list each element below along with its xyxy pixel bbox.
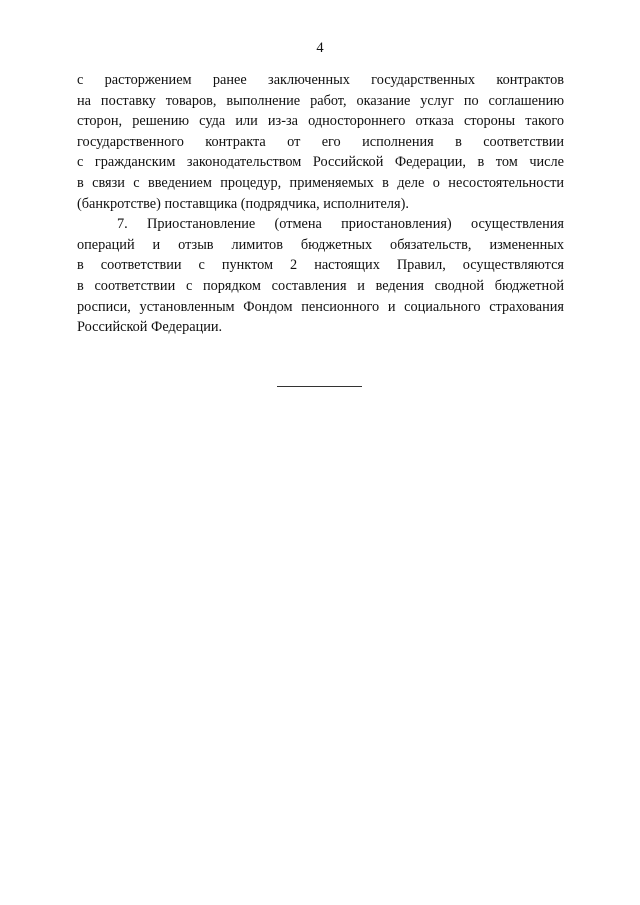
text-line: росписи, установленным Фондом пенсионного и социального страхования bbox=[77, 298, 564, 315]
end-of-document-rule bbox=[277, 386, 362, 387]
page-number: 4 bbox=[316, 40, 324, 56]
text-line: в соответствии с порядком составления и ведения сводной бюджетной bbox=[77, 277, 564, 294]
text-line: (банкротстве) поставщика (подрядчика, исполнителя). bbox=[77, 195, 409, 212]
text-line: Российской Федерации. bbox=[77, 319, 223, 336]
paragraph-continuation bbox=[77, 70, 564, 214]
text-line: на поставку товаров, выполнение работ, оказание услуг по соглашению bbox=[77, 92, 564, 109]
text-line: с гражданским законодательством Российской Федерации, в том числе bbox=[77, 154, 564, 171]
text-line: в связи с введением процедур, применяемых в деле о несостоятельности bbox=[77, 174, 564, 191]
text-line: с расторжением ранее заключенных государственных контрактов bbox=[77, 72, 564, 88]
document-body bbox=[77, 70, 564, 338]
text-line: 7. Приостановление (отмена приостановления) осуществления bbox=[117, 216, 564, 233]
text-line: сторон, решению суда или из-за одностороннего отказа стороны такого bbox=[77, 113, 564, 130]
text-line: операций и отзыв лимитов бюджетных обязательств, измененных bbox=[77, 236, 564, 253]
paragraph-item-7 bbox=[77, 214, 564, 338]
text-line: государственного контракта от его исполнения в соответствии bbox=[77, 133, 564, 150]
text-line: в соответствии с пунктом 2 настоящих Правил, осуществляются bbox=[77, 257, 564, 274]
